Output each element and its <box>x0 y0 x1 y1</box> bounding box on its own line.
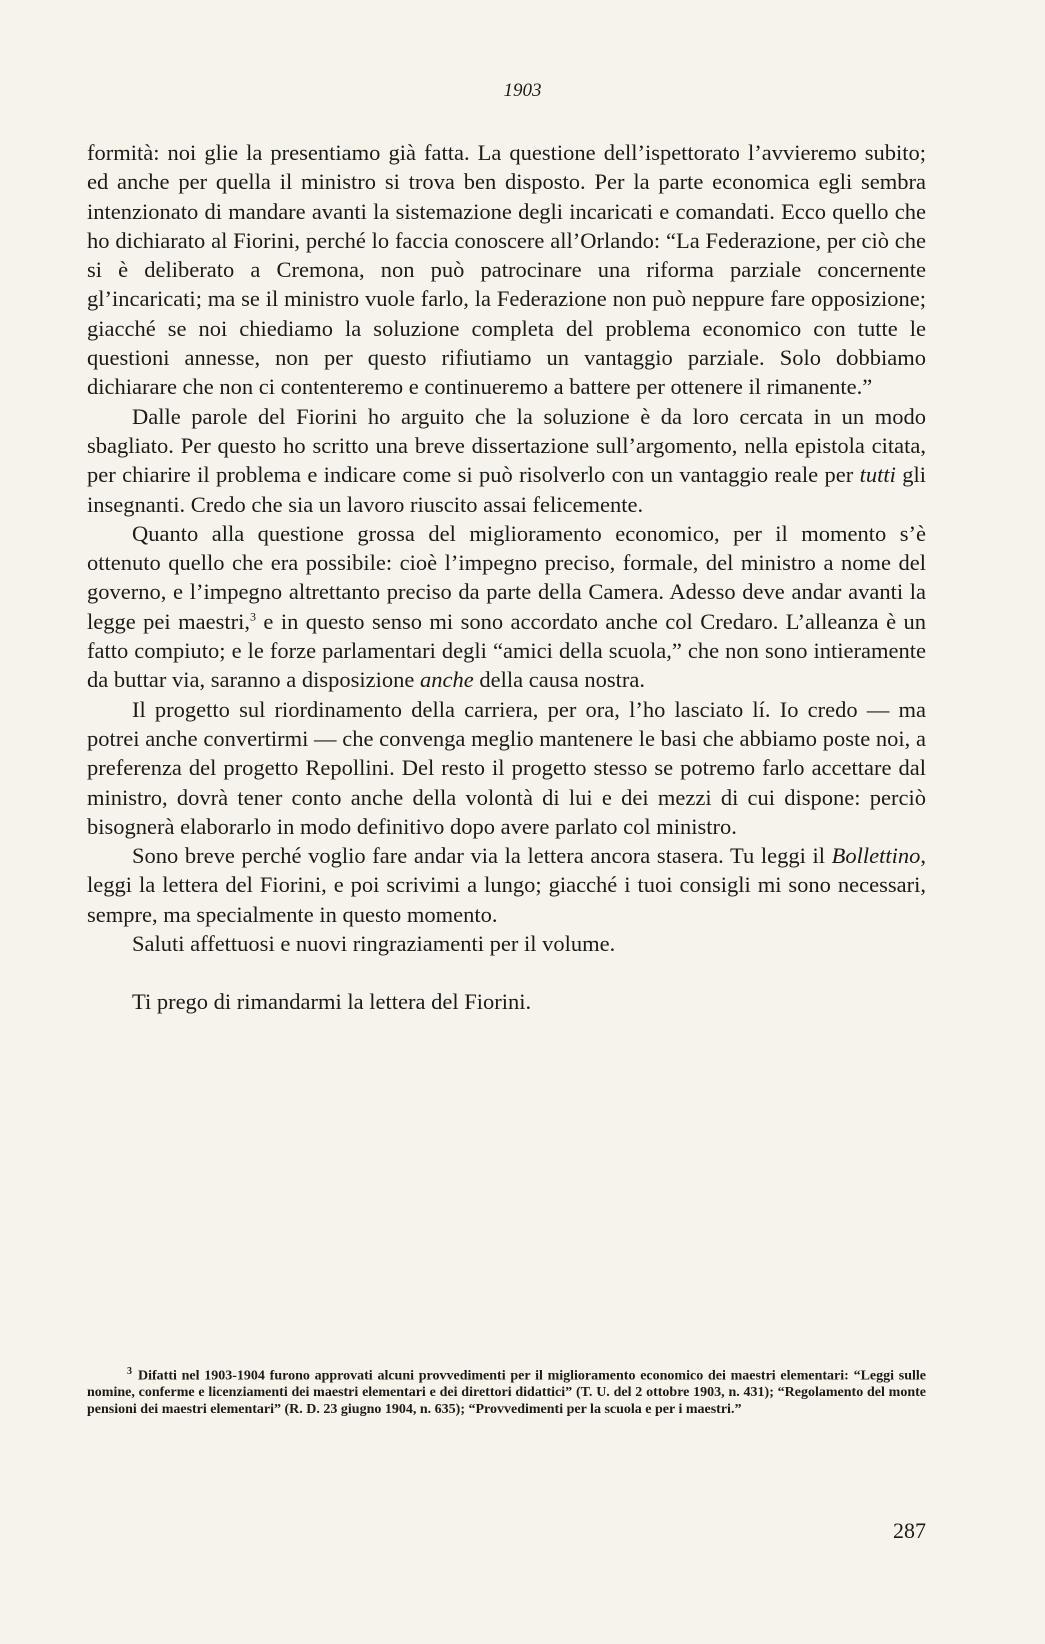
text-run: gli insegnanti. Credo che sia un lavoro riuscito assai felicemente. <box>87 462 926 517</box>
running-head-year: 1903 <box>503 80 542 101</box>
text-run: Il progetto sul riordinamento della carriera, per ora, l’ho lasciato lí. Io credo — ma potrei anche convertirmi — che convenga meglio mantenere le basi che abbiamo poste noi, a preferenza del progetto Repollini. Del resto il progetto stesso se potremo farlo accettare dal ministro, dovrà tener conto anche della volontà di lui e dei mezzi di cui dispone: perciò bisognerà elaborarlo in modo definitivo dopo avere parlato col ministro. <box>87 696 926 839</box>
paragraph <box>87 402 926 519</box>
text-run: Dalle parole del Fiorini ho arguito che la soluzione è da loro cercata in un modo sbagliato. Per questo ho scritto una breve dissertazione sull’argomento, nella epistola citata, per chiarire il problema e indicare come si può risolverlo con un vantaggio reale per <box>87 403 926 488</box>
paragraph <box>87 987 926 1016</box>
italic-word: Bollettino <box>831 843 921 869</box>
paragraph <box>87 929 926 958</box>
paragraph <box>87 841 926 929</box>
text-run: Sono breve perché voglio fare andar via la lettera ancora stasera. Tu leggi il <box>132 843 832 869</box>
letter-body <box>87 138 926 1017</box>
italic-word: anche <box>420 667 474 693</box>
text-run: della causa nostra. <box>473 667 645 693</box>
footnote-number: 3 <box>127 1366 132 1377</box>
text-run: Quanto alla questione grossa del miglioramento economico, per il momento s’è ottenuto quello che era possibile: cioè l’impegno preciso, formale, del ministro a nome del governo, e l’impegno altrettanto preciso da parte della Camera. Adesso deve andar avanti la legge pei maestri, <box>87 520 926 634</box>
text-run: Ti prego di rimandarmi la lettera del Fiorini. <box>132 989 532 1015</box>
text-run: formità: noi glie la presentiamo già fatta. La questione dell’ispettorato l’avvieremo subito; ed anche per quella il ministro si trova ben disposto. Per la parte economica egli sembra intenzionato di mandare avanti la sistemazione degli incaricati e comandati. Ecco quello che ho dichiarato al Fiorini, perché lo faccia conoscere all’Orlando: “La Federazione, per ciò che si è deliberato a Cremona, non può patrocinare una riforma parziale concernente gl’incaricati; ma se il ministro vuole farlo, la Federazione non può neppure fare opposizione; giacché se noi chiediamo la soluzione completa del problema economico con tutte le questioni annesse, non per questo rifiutiamo un vantaggio parziale. Solo dobbiamo dichiarare che non ci contenteremo e continueremo a battere per ottenere il rimanente.” <box>87 140 926 400</box>
text-run: , leggi la lettera del Fiorini, e poi scrivimi a lungo; giacché i tuoi consigli mi sono necessari, sempre, ma specialmente in questo momento. <box>87 843 926 927</box>
italic-word: tutti <box>859 462 896 488</box>
footnote-text: Difatti nel 1903-1904 furono approvati alcuni provvedimenti per il miglioramento economico dei maestri elementari: “Leggi sulle nomine, conferme e licenziamenti dei maestri elementari e dei direttori didattici” (T. U. del 2 ottobre 1903, n. 431); “Regolamento del monte pensioni dei maestri elementari” (R. D. 23 giugno 1904, n. 635); “Provvedimenti per la scuola e per i maestri.” <box>87 1368 926 1417</box>
text-run: Saluti affettuosi e nuovi ringraziamenti per il volume. <box>132 931 616 957</box>
page-number: 287 <box>893 1518 926 1543</box>
footnote <box>87 1364 926 1418</box>
paragraph <box>87 519 926 695</box>
text-run: e in questo senso mi sono accordato anche col Credaro. L’alleanza è un fatto compiuto; e le forze parlamentari degli “amici della scuola,” che non sono intieramente da buttar via, saranno a disposizione <box>87 608 926 693</box>
paragraph <box>87 138 926 402</box>
paragraph <box>87 695 926 841</box>
footnote-ref: 3 <box>249 609 256 624</box>
